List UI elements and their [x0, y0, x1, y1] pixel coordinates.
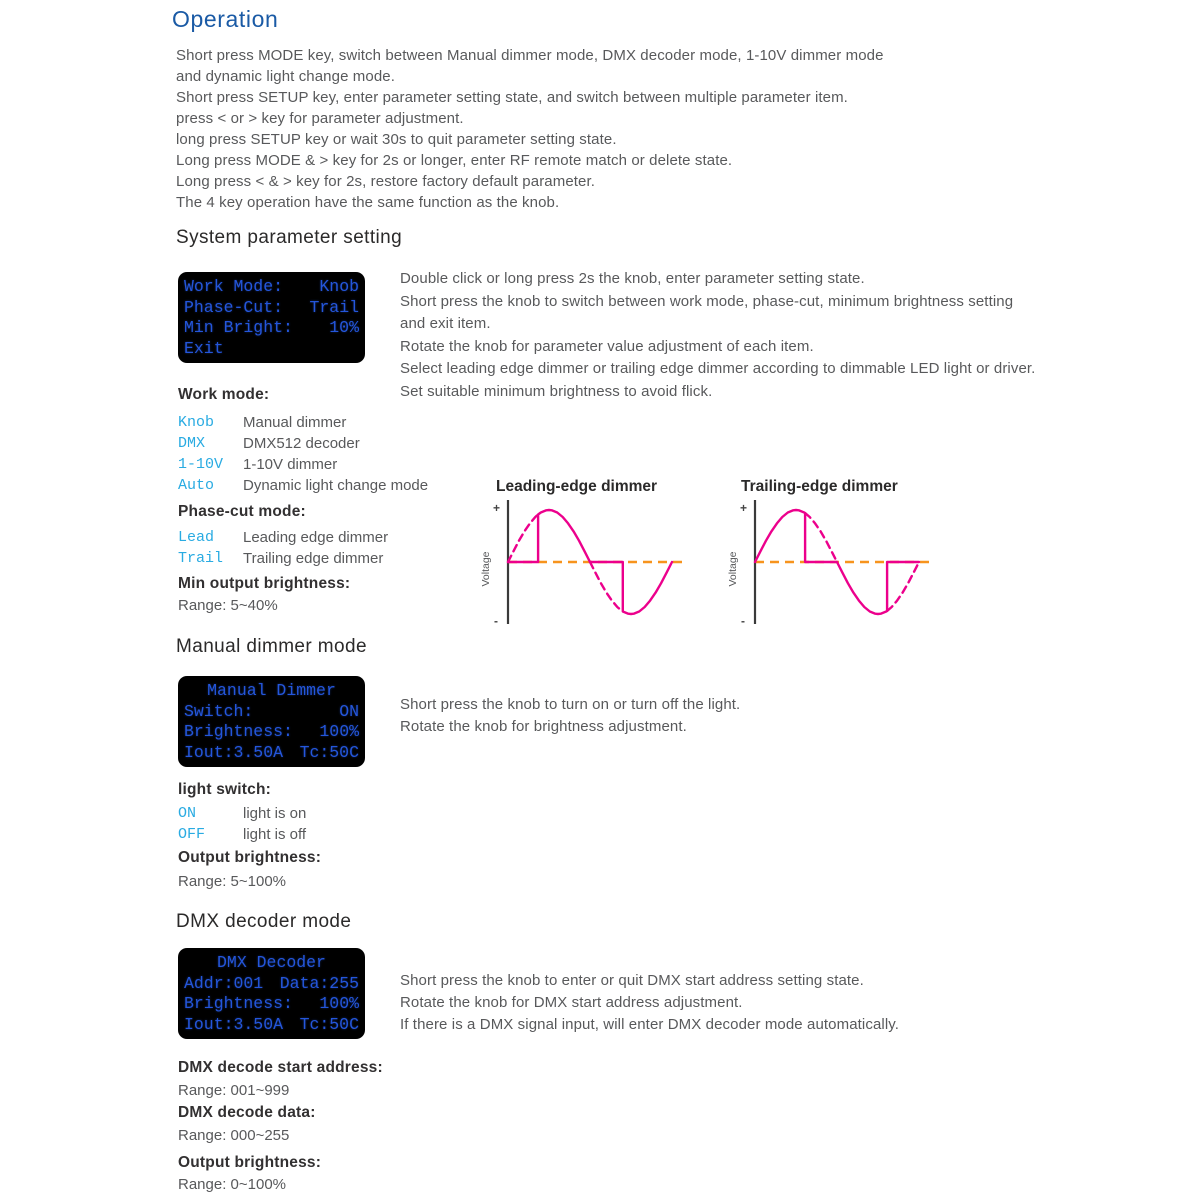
cut-portion-dashed-positive — [508, 515, 538, 563]
phase-cut-label: Phase-cut mode: — [178, 503, 306, 520]
lcd-field-label: Addr:001 — [184, 973, 264, 993]
cut-portion-dashed-positive — [805, 513, 837, 562]
lcd-line — [184, 994, 359, 1014]
list-item — [178, 548, 388, 569]
lcd-field-value: Knob — [319, 277, 359, 296]
note-line: Set suitable minimum brightness to avoid flick. — [400, 382, 713, 400]
voltage-axis-label: Voltage — [727, 551, 739, 587]
system-section-heading: System parameter setting — [176, 227, 403, 248]
lcd-field-value: ON — [339, 701, 359, 721]
mode-key: 1-10V — [178, 456, 224, 473]
lcd-field-value: 100% — [319, 994, 359, 1014]
lcd-display-manual — [178, 676, 365, 767]
note-line: Rotate the knob for DMX start address adjustment. — [400, 994, 743, 1011]
cut-portion-dashed-negative — [887, 562, 919, 611]
lcd-field-label: Phase-Cut: — [184, 297, 284, 317]
lcd-field-value: 100% — [319, 722, 359, 742]
note-line: Double click or long press 2s the knob, enter parameter setting state. — [400, 270, 865, 287]
note-line: Short press the knob to switch between work mode, phase-cut, minimum brightness setting — [400, 292, 1014, 310]
cut-portion-dashed-negative — [590, 562, 623, 612]
axis-minus-label: - — [741, 614, 745, 628]
lcd-field-value: Trail — [309, 297, 359, 317]
note-line: Rotate the knob for brightness adjustment. — [400, 718, 687, 735]
list-item — [178, 824, 306, 845]
conducting-portion-negative — [590, 562, 672, 614]
note-line: and exit item. — [400, 315, 491, 333]
lcd-line — [184, 318, 359, 338]
intro-line: Short press SETUP key, enter parameter setting state, and switch between multiple parameter item. — [176, 89, 848, 106]
list-item — [178, 454, 428, 475]
lcd-field-label: Switch: — [184, 701, 254, 721]
intro-line: Short press MODE key, switch between Manual dimmer mode, DMX decoder mode, 1-10V dimmer mode — [176, 47, 884, 64]
dmx-start-address-label: DMX decode start address: — [178, 1059, 383, 1076]
manual-notes — [400, 694, 740, 738]
lcd-field-label: Iout:3.50A — [184, 742, 284, 762]
dmx-start-address-range: Range: 001~999 — [178, 1082, 290, 1099]
leading-edge-figure-title: Leading-edge dimmer — [496, 478, 658, 495]
mode-key: Auto — [178, 477, 215, 494]
lcd-field-value: Tc:50C — [299, 742, 359, 762]
lcd-field-value: Data:255 — [279, 973, 359, 993]
lcd-field-label: Brightness: — [184, 722, 293, 742]
dmx-output-brightness-label: Output brightness: — [178, 1154, 322, 1171]
system-notes — [400, 268, 1035, 404]
leading-edge-waveform-diagram — [480, 494, 692, 630]
dmx-notes — [400, 970, 899, 1036]
lcd-line — [184, 1015, 359, 1035]
intro-line: long press SETUP key or wait 30s to quit parameter setting state. — [176, 131, 617, 148]
mode-desc: DMX512 decoder — [243, 435, 360, 452]
lcd-line — [184, 298, 359, 318]
switch-key: ON — [178, 805, 197, 822]
operation-intro — [176, 45, 884, 213]
conducting-portion-positive — [755, 510, 837, 562]
dmx-decode-data-label: DMX decode data: — [178, 1104, 316, 1121]
list-item — [178, 527, 388, 548]
output-brightness-range: Range: 5~100% — [178, 873, 287, 890]
list-item — [178, 412, 428, 433]
mode-desc: Trailing edge dimmer — [243, 550, 384, 567]
note-line: Short press the knob to enter or quit DMX start address setting state. — [400, 972, 864, 989]
lcd-line — [184, 743, 359, 763]
mode-desc: Leading edge dimmer — [243, 529, 389, 546]
lcd-field-label: Brightness: — [184, 994, 293, 1014]
phase-cut-list — [178, 527, 388, 569]
trailing-edge-figure-title: Trailing-edge dimmer — [741, 478, 898, 495]
min-brightness-label: Min output brightness: — [178, 575, 351, 592]
lcd-screen-title: Manual Dimmer — [207, 681, 336, 700]
lcd-display-system — [178, 272, 365, 363]
output-brightness-label: Output brightness: — [178, 849, 322, 866]
conducting-portion-positive — [508, 510, 590, 562]
conducting-portion-negative — [837, 562, 919, 614]
min-brightness-range: Range: 5~40% — [178, 597, 278, 614]
lcd-field-value: Tc:50C — [299, 1014, 359, 1034]
trailing-edge-waveform-diagram — [727, 494, 939, 630]
light-switch-list — [178, 803, 306, 845]
intro-line: Long press MODE & > key for 2s or longer, enter RF remote match or delete state. — [176, 152, 733, 169]
lcd-field-label: Work Mode: — [184, 277, 284, 296]
mode-key: Lead — [178, 529, 215, 546]
intro-line: press < or > key for parameter adjustment. — [176, 110, 464, 127]
dmx-output-brightness-range: Range: 0~100% — [178, 1176, 287, 1193]
switch-desc: light is off — [243, 826, 307, 843]
intro-line: The 4 key operation have the same function as the knob. — [176, 194, 560, 211]
axis-plus-label: + — [493, 501, 501, 515]
light-switch-label: light switch: — [178, 781, 272, 798]
work-mode-list — [178, 412, 428, 496]
note-line: If there is a DMX signal input, will enter DMX decoder mode automatically. — [400, 1016, 900, 1033]
lcd-line — [184, 702, 359, 722]
axis-minus-label: - — [494, 614, 498, 628]
lcd-field-label: Iout:3.50A — [184, 1014, 284, 1034]
dmx-section-heading: DMX decoder mode — [176, 911, 352, 932]
list-item — [178, 433, 428, 454]
switch-desc: light is on — [243, 805, 307, 822]
manual-section-heading: Manual dimmer mode — [176, 636, 367, 657]
switch-key: OFF — [178, 826, 206, 843]
note-line: Select leading edge dimmer or trailing edge dimmer according to dimmable LED light or driver. — [400, 360, 1036, 378]
lcd-field-label: Min Bright: — [184, 318, 293, 338]
mode-key: Trail — [178, 550, 224, 567]
voltage-axis-label: Voltage — [480, 551, 492, 587]
lcd-line — [184, 339, 359, 359]
lcd-line — [184, 681, 359, 701]
mode-desc: 1-10V dimmer — [243, 456, 338, 473]
page-title: Operation — [172, 6, 279, 32]
lcd-display-dmx — [178, 948, 365, 1039]
intro-line: Long press < & > key for 2s, restore factory default parameter. — [176, 173, 596, 190]
work-mode-label: Work mode: — [178, 386, 270, 403]
mode-key: Knob — [178, 414, 215, 431]
axis-plus-label: + — [740, 501, 748, 515]
mode-key: DMX — [178, 435, 206, 452]
dmx-decode-data-range: Range: 000~255 — [178, 1127, 290, 1144]
lcd-field-label: Exit — [184, 338, 224, 358]
mode-desc: Manual dimmer — [243, 414, 347, 431]
lcd-line — [184, 277, 359, 297]
lcd-line — [184, 953, 359, 973]
list-item — [178, 803, 306, 824]
note-line: Rotate the knob for parameter value adjustment of each item. — [400, 337, 814, 355]
mode-desc: Dynamic light change mode — [243, 477, 429, 494]
lcd-field-value: 10% — [329, 318, 359, 338]
lcd-line — [184, 974, 359, 994]
lcd-line — [184, 722, 359, 742]
intro-line: and dynamic light change mode. — [176, 68, 395, 85]
list-item — [178, 475, 428, 496]
note-line: Short press the knob to turn on or turn off the light. — [400, 696, 741, 713]
lcd-screen-title: DMX Decoder — [217, 953, 326, 972]
